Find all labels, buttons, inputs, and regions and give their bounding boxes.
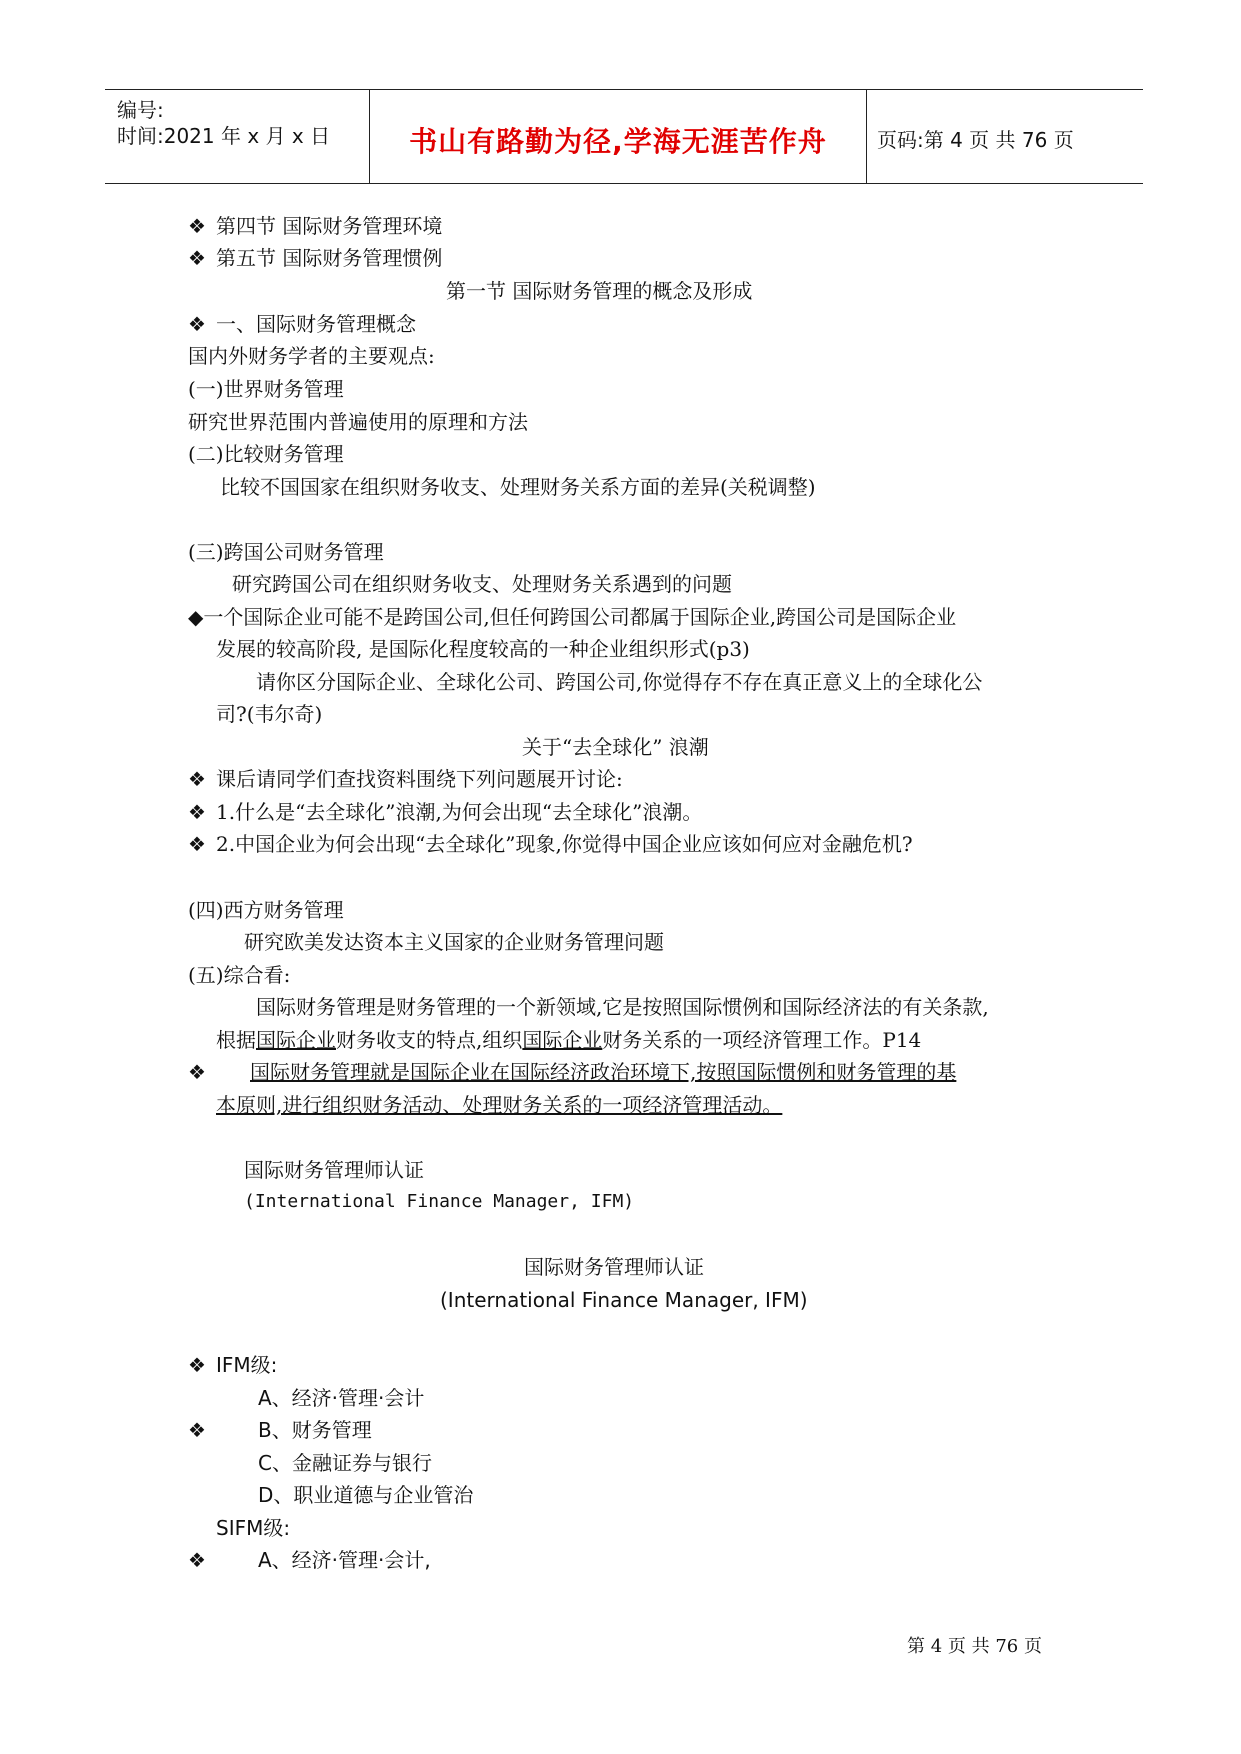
paragraph: 研究跨国公司在组织财务收支、处理财务关系遇到的问题 xyxy=(232,572,732,596)
page-footer: 第 4 页 共 76 页 xyxy=(907,1636,1042,1657)
number-label: 编号: xyxy=(117,98,164,122)
cert-title: 国际财务管理师认证 xyxy=(524,1255,704,1279)
bullet-icon: ❖ xyxy=(188,1353,206,1377)
list-item: ❖ B、财务管理 xyxy=(188,1418,372,1442)
solid-diamond-icon: ◆ xyxy=(188,605,204,629)
paragraph: 比较不国国家在组织财务收支、处理财务关系方面的差异(关税调整) xyxy=(220,475,816,499)
heading: (一)世界财务管理 xyxy=(188,377,344,401)
bullet-icon: ❖ xyxy=(188,800,206,824)
time-label: 时间:2021 年 x 月 x 日 xyxy=(117,124,331,148)
note: 发展的较高阶段, 是国际化程度较高的一种企业组织形式(p3) xyxy=(216,637,750,661)
list-item: D、职业道德与企业管治 xyxy=(258,1483,474,1507)
cert-title-en: (International Finance Manager, IFM) xyxy=(244,1191,635,1212)
bullet-icon: ❖ xyxy=(188,214,206,238)
list-item: ❖ 2.中国企业为何会出现“去全球化”现象,你觉得中国企业应该如何应对金融危机? xyxy=(188,832,913,856)
question: 请你区分国际企业、全球化公司、跨国公司,你觉得存不存在真正意义上的全球化公 xyxy=(256,670,983,694)
bullet-icon: ❖ xyxy=(188,1060,206,1084)
header-meta xyxy=(105,90,370,183)
section-item: ❖ 第五节 国际财务管理惯例 xyxy=(188,246,443,270)
heading: (五)综合看: xyxy=(188,963,291,987)
cert-title: 国际财务管理师认证 xyxy=(244,1158,424,1182)
paragraph: 国际财务管理是财务管理的一个新领域,它是按照国际惯例和国际经济法的有关条款, xyxy=(256,995,989,1019)
note: ◆一个国际企业可能不是跨国公司,但任何跨国公司都属于国际企业,跨国公司是国际企业 xyxy=(188,605,957,629)
motto: 书山有路勤为径,学海无涯苦作舟 xyxy=(409,125,827,158)
definition: 本原则,进行组织财务活动、处理财务关系的一项经济管理活动。 xyxy=(216,1093,783,1117)
header-motto-cell xyxy=(370,90,867,183)
bullet-icon: ❖ xyxy=(188,1548,206,1572)
paragraph: 研究世界范围内普遍使用的原理和方法 xyxy=(188,410,528,434)
list-item: ❖ 课后请同学们查找资料围绕下列问题展开讨论: xyxy=(188,767,623,791)
list-item: C、金融证券与银行 xyxy=(258,1451,432,1475)
list-item: A、经济·管理·会计 xyxy=(258,1386,425,1410)
subtitle: 关于“去全球化” 浪潮 xyxy=(522,735,709,759)
paragraph: 研究欧美发达资本主义国家的企业财务管理问题 xyxy=(244,930,664,954)
heading: (二)比较财务管理 xyxy=(188,442,344,466)
paragraph: 根据国际企业财务收支的特点,组织国际企业财务关系的一项经济管理工作。P14 xyxy=(216,1028,922,1052)
bullet-icon: ❖ xyxy=(188,832,206,856)
bullet-icon: ❖ xyxy=(188,246,206,270)
cert-title-en: (International Finance Manager, IFM) xyxy=(440,1288,808,1312)
page-header xyxy=(105,89,1143,184)
page-info: 页码:第 4 页 共 76 页 xyxy=(877,128,1074,152)
heading: (四)西方财务管理 xyxy=(188,898,344,922)
list-item: ❖ 1.什么是“去全球化”浪潮,为何会出现“去全球化”浪潮。 xyxy=(188,800,703,824)
level-heading: SIFM级: xyxy=(216,1516,291,1540)
list-item: ❖ A、经济·管理·会计, xyxy=(188,1548,431,1572)
heading: ❖ 一、国际财务管理概念 xyxy=(188,312,416,336)
definition: ❖ 国际财务管理就是国际企业在国际经济政治环境下,按照国际惯例和财务管理的基 xyxy=(188,1060,957,1084)
question: 司?(韦尔奇) xyxy=(216,702,323,726)
bullet-icon: ❖ xyxy=(188,1418,206,1442)
section-item: ❖ 第四节 国际财务管理环境 xyxy=(188,214,443,238)
section-title: 第一节 国际财务管理的概念及形成 xyxy=(446,279,753,303)
paragraph: 国内外财务学者的主要观点: xyxy=(188,344,435,368)
header-page-cell xyxy=(867,90,1143,183)
level-heading: ❖ IFM级: xyxy=(188,1353,278,1377)
bullet-icon: ❖ xyxy=(188,767,206,791)
heading: (三)跨国公司财务管理 xyxy=(188,540,384,564)
bullet-icon: ❖ xyxy=(188,312,206,336)
